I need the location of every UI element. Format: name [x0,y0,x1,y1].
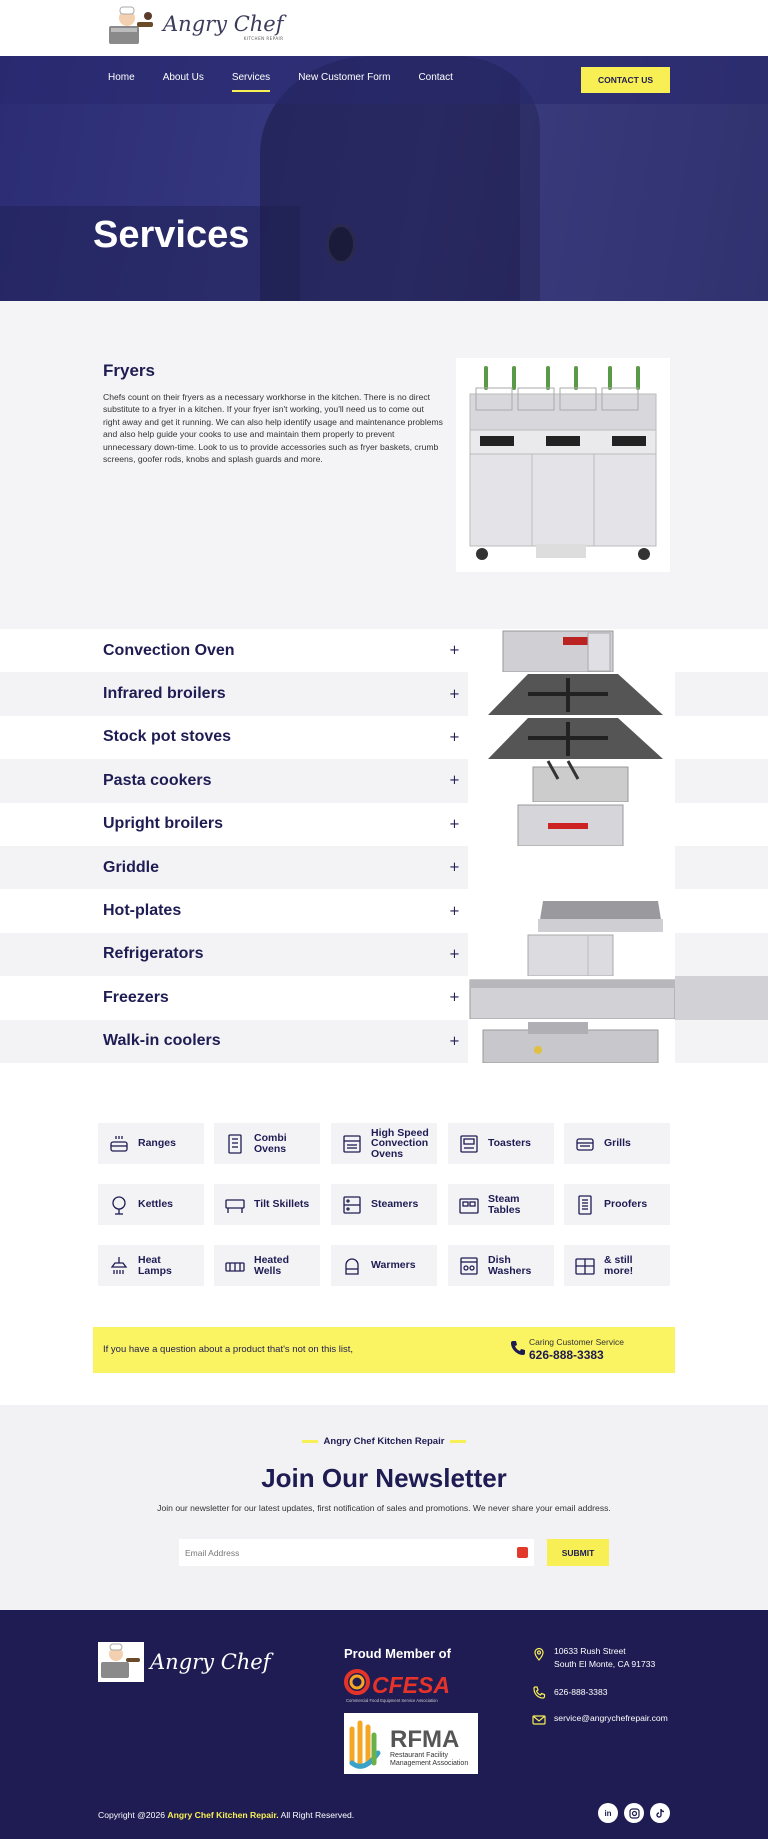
fryers-title: Fryers [103,361,155,380]
footer-logo[interactable] [98,1642,271,1682]
logo-text: Angry Chef [163,11,284,36]
logo-subtext: KITCHEN REPAIR [243,35,284,41]
expand-plus-icon[interactable]: + [449,773,460,789]
expand-plus-icon[interactable]: + [449,816,460,832]
expand-plus-icon[interactable]: + [449,990,460,1006]
nav-item-home[interactable]: Home [108,72,135,83]
accordion-item-convection-oven[interactable] [0,629,768,672]
expand-plus-icon[interactable]: + [449,686,460,702]
cfesa-logo-subtext: Commercial Food Equipment Service Association [346,1698,438,1703]
nav-item-services[interactable]: Services [232,72,270,92]
freezer-image [468,976,675,1019]
copyright-suffix: All Right Reserved. [280,1810,355,1820]
site-logo[interactable] [107,6,284,48]
accordion-label: Freezers [103,988,169,1006]
tile-label: Tilt Skillets [254,1198,310,1211]
walk-in-cooler-image [468,1020,675,1063]
upright-broiler-image [468,803,675,846]
accordion-label: Refrigerators [103,945,204,963]
row-strip [675,803,768,846]
accordion-item-upright-broilers[interactable] [0,803,768,846]
copyright [98,1810,354,1820]
tile-label: Grills [604,1137,631,1150]
row-strip [675,672,768,715]
accordion-label: Hot-plates [103,902,182,920]
top-bar [0,0,768,56]
kettle-icon [108,1194,130,1216]
tile-label: Combi Ovens [254,1132,287,1155]
accordion-item-refrigerators[interactable] [0,933,768,976]
footer-address-line1: 10633 Rush Street [554,1646,626,1656]
row-strip [675,846,768,889]
location-pin-icon [532,1646,546,1660]
heat-lamp-icon [108,1255,130,1277]
accordion-item-infrared-broilers[interactable] [0,672,768,715]
row-strip [675,976,768,1019]
steamer-icon [341,1194,363,1216]
newsletter-section [0,1405,768,1610]
copyright-prefix: Copyright @2026 [98,1810,166,1820]
newsletter-kicker [0,1436,768,1447]
tile-label: Ranges [138,1137,176,1150]
tile-label: Heat Lamps [138,1254,172,1277]
fryer-image [456,358,670,572]
equipment-accordion [0,629,768,1063]
tile-dish-washers[interactable] [448,1245,554,1286]
newsletter-subtitle: Join our newsletter for our latest updates, first notification of sales and promotions. We never share your email address. [157,1503,611,1513]
accordion-label: Convection Oven [103,641,235,659]
accordion-item-walk-in-coolers[interactable] [0,1020,768,1063]
expand-plus-icon[interactable]: + [449,946,460,962]
tile-steam-tables[interactable] [448,1184,554,1225]
question-text: If you have a question about a product that's not on this list, [103,1344,354,1355]
row-strip [675,933,768,976]
row-strip [675,1020,768,1063]
accordion-item-griddle[interactable] [0,846,768,889]
linkedin-glyph: in [604,1808,612,1818]
refrigerator-image [468,933,675,976]
chef-mascot-icon [107,6,157,48]
tile-label: Proofers [604,1198,648,1211]
tile-label: Warmers [371,1259,416,1272]
fryers-section [0,301,768,629]
tile-label: Kettles [138,1198,174,1211]
tile-ranges[interactable] [98,1123,204,1164]
phone-icon [532,1685,546,1699]
row-strip [675,629,768,672]
copyright-brand[interactable]: Angry Chef Kitchen Repair. [167,1810,279,1820]
tile-label: & still more! [604,1254,634,1277]
tilt-skillet-icon [224,1194,246,1216]
accordion-item-stock-pot-stoves[interactable] [0,716,768,759]
tile-heated-wells[interactable] [214,1245,320,1286]
accordion-item-freezers[interactable] [0,976,768,1019]
tile-still-more[interactable] [564,1245,670,1286]
footer-address-line2: South El Monte, CA 91733 [554,1659,656,1669]
steam-table-icon [458,1194,480,1216]
nav-list [108,72,481,92]
linkedin-icon[interactable] [598,1803,618,1823]
grill-icon [574,1133,596,1155]
tile-heat-lamps[interactable] [98,1245,204,1286]
tile-tilt-skillets[interactable] [214,1184,320,1225]
pasta-cooker-image [468,759,675,802]
tile-combi-ovens[interactable] [214,1123,320,1164]
cfesa-logo[interactable] [344,1668,472,1704]
warmer-icon [341,1255,363,1277]
expand-plus-icon[interactable]: + [449,1033,460,1049]
tile-grills[interactable] [564,1123,670,1164]
combi-oven-icon [224,1133,246,1155]
accordion-label: Infrared broilers [103,685,226,703]
row-strip [675,889,768,932]
nav-item-new-customer-form[interactable]: New Customer Form [298,72,391,83]
accordion-item-pasta-cookers[interactable] [0,759,768,802]
rfma-logo-text: RFMA [390,1726,460,1753]
range-icon [108,1133,130,1155]
chef-mascot-icon [98,1642,144,1682]
accordion-label: Pasta cookers [103,771,212,789]
rfma-logo-subtext-line2: Management Association [390,1760,469,1767]
tile-kettles[interactable] [98,1184,204,1225]
tile-proofers[interactable] [564,1184,670,1225]
tile-label: Steamers [371,1198,419,1211]
toaster-icon [458,1133,480,1155]
accordion-label: Stock pot stoves [103,728,232,746]
submit-button[interactable]: SUBMIT [547,1539,609,1566]
tile-label: Heated Wells [254,1254,290,1277]
rfma-logo[interactable] [344,1713,478,1774]
nav-item-contact[interactable]: Contact [418,72,453,83]
tile-high-speed-convection-ovens[interactable] [331,1123,437,1164]
more-equipment-icon [574,1255,596,1277]
email-placeholder: Email Address [185,1547,240,1558]
phone-icon [510,1340,526,1356]
heated-well-icon [224,1255,246,1277]
footer-logo-text: Angry Chef [150,1650,271,1674]
tile-toasters[interactable] [448,1123,554,1164]
kicker-bar-left [302,1440,318,1443]
nav-item-about-us[interactable]: About Us [162,72,204,83]
question-banner [93,1327,675,1373]
customer-service-label: Caring Customer Service [529,1337,624,1347]
tile-warmers[interactable] [331,1245,437,1286]
kicker-bar-right [450,1440,466,1443]
tile-label: Steam Tables [488,1193,521,1216]
tile-label: Toasters [488,1137,531,1150]
rfma-logo-subtext-line1: Restaurant Facility [390,1752,448,1759]
infrared-broiler-image [468,672,675,715]
footer-email[interactable]: service@angrychefrepair.com [554,1713,668,1723]
row-strip [675,759,768,802]
footer [0,1610,768,1839]
accordion-label: Griddle [103,858,160,876]
page-title: Services [93,214,250,256]
hero-wristwatch [326,224,356,264]
expand-plus-icon[interactable]: + [449,643,460,659]
expand-plus-icon[interactable]: + [449,729,460,745]
email-field[interactable] [179,1539,534,1566]
griddle-image [468,846,675,889]
accordion-label: Upright broilers [103,815,224,833]
email-icon [532,1712,546,1726]
tile-steamers[interactable] [331,1184,437,1225]
stock-pot-stove-image [468,716,675,759]
fryers-description: Chefs count on their fryers as a necessary workhorse in the kitchen. There is no direct substitute to a fryer in a kitchen. If your fryer isn't working, you'll need us to come out right away and get it running. We can also help identify usage and maintenance problems and also help guide your cooks to use and maintain them properly to prevent unnecessary down-time. Look to us to provide accessories such as fryer baskets, crumb screens, goofer rods, knobs and splash guards and more. [103,392,443,465]
hot-plate-image [468,889,675,932]
dishwasher-icon [458,1255,480,1277]
convection-oven-image [468,629,675,672]
cfesa-logo-text: CFESA [372,1672,450,1698]
customer-service-phone[interactable]: 626-888-3383 [529,1348,604,1362]
instagram-icon[interactable] [624,1803,644,1823]
tile-label: Dish Washers [488,1254,532,1277]
footer-phone[interactable]: 626-888-3383 [554,1687,608,1697]
accordion-item-hot-plates[interactable] [0,889,768,932]
accordion-label: Walk-in coolers [103,1032,221,1050]
proofer-icon [574,1194,596,1216]
tiktok-icon[interactable] [650,1803,670,1823]
row-strip [675,716,768,759]
autofill-icon[interactable] [517,1547,528,1558]
tile-label: High Speed Convection Ovens [371,1126,429,1160]
expand-plus-icon[interactable]: + [449,860,460,876]
proud-member-heading: Proud Member of [344,1646,451,1661]
kicker-text: Angry Chef Kitchen Repair [323,1436,445,1447]
newsletter-title: Join Our Newsletter [261,1463,507,1493]
convection-oven-icon [341,1133,363,1155]
main-nav [0,56,768,104]
contact-us-button[interactable]: CONTACT US [581,67,670,93]
expand-plus-icon[interactable]: + [449,903,460,919]
